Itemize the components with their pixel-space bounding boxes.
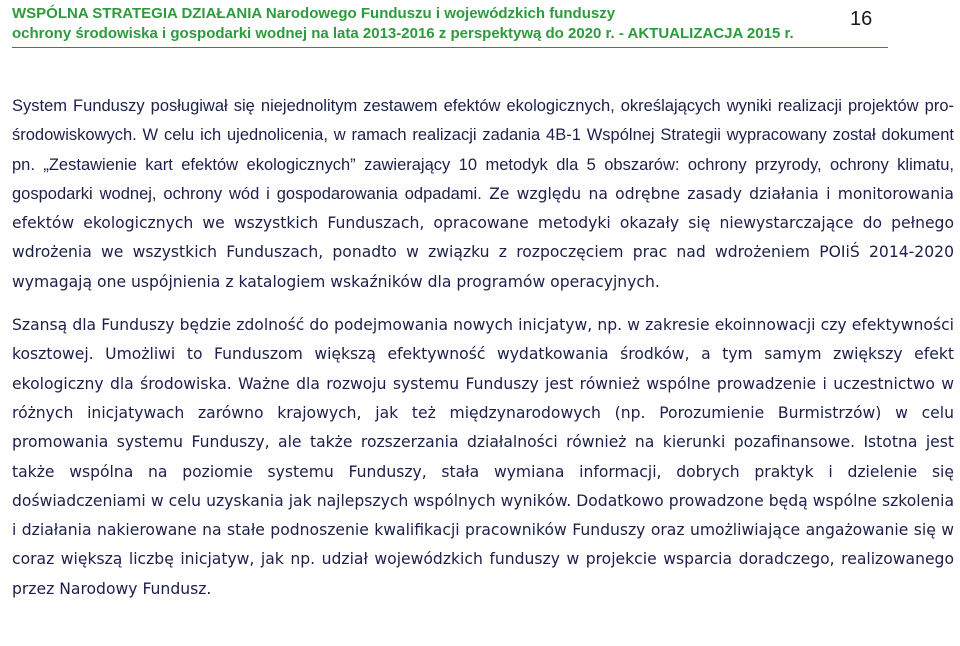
page-header xyxy=(12,4,888,48)
paragraph-ecological-effects-part-2: Ze względu na odrębne zasady działania i monitorowania efektów ekologicznych we wszystkich Funduszach, opracowane metodyki okazały się niewystarczające do pełnego wdrożenia we wszystkich Funduszach, ponadto w związku z rozpoczęciem prac nad wdrożeniem POIiŚ 2014-2020 wymagają one uspójnienia z katalogiem wskaźników dla programów operacyjnych. xyxy=(12,184,954,291)
header-title-line-1: WSPÓLNA STRATEGIA DZIAŁANIA Narodowego Funduszu i wojewódzkich funduszy xyxy=(12,5,616,22)
page-number: 16 xyxy=(850,8,873,30)
document-body xyxy=(12,92,954,604)
paragraph-opportunities: Szansą dla Funduszy będzie zdolność do podejmowania nowych inicjatyw, np. w zakresie ekoinnowacji czy efektywności kosztowej. Umożliwi to Funduszom większą efektywność wydatkowania środków, a tym samym zwiększy efekt ekologiczny dla środowiska. Ważne dla rozwoju systemu Funduszy jest również wspólne prowadzenie i uczestnictwo w różnych inicjatywach zarówno krajowych, jak też międzynarodowych (np. Porozumienie Burmistrzów) w celu promowania systemu Funduszy, ale także rozszerzania działalności również na kierunki pozafinansowe. Istotna jest także wspólna na poziomie systemu Funduszy, stała wymiana informacji, dobrych praktyk i dzielenie się doświadczeniami w celu uzyskania jak najlepszych wspólnych wyników. Dodatkowo prowadzone będą wspólne szkolenia i działania nakierowane na stałe podnoszenie kwalifikacji pracowników Funduszy oraz umożliwiające angażowanie się w coraz większą liczbę inicjatyw, jak np. udział wojewódzkich funduszy w projekcie wsparcia doradczego, realizowanego przez Narodowy Fundusz. xyxy=(12,316,954,598)
paragraph-ecological-effects-part-1: System Funduszy posługiwał się niejednolitym zestawem efektów ekologicznych, określających wyniki realizacji projektów pro-środowiskowych. W celu ich ujednolicenia, w ramach realizacji zadania 4B-1 Wspólnej Strategii wypracowany został dokument pn. „Zestawienie kart efektów ekologicznych” zawierający 10 metodyk dla 5 obszarów: ochrony przyrody, ochrony klimatu, gospodarki wodnej, ochrony wód i gospodarowania odpadami. xyxy=(12,97,954,203)
paragraph-ecological-effects xyxy=(12,92,954,297)
header-title-line-2: ochrony środowiska i gospodarki wodnej na lata 2013-2016 z perspektywą do 2020 r. - AKTUALIZACJA 2015 r. xyxy=(12,25,794,42)
